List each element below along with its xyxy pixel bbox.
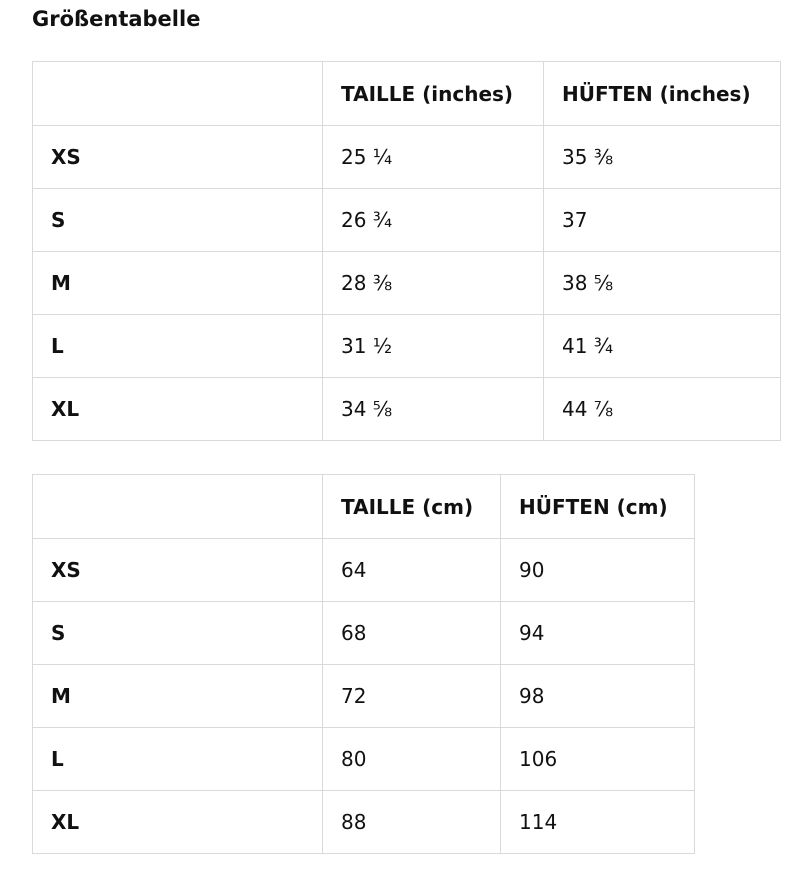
taille-value: 34 ⅝ — [323, 378, 544, 441]
size-table-inches — [32, 61, 781, 441]
taille-value: 80 — [323, 728, 501, 791]
size-label: L — [33, 315, 323, 378]
table-row — [33, 539, 695, 602]
page-title: Größentabelle — [32, 7, 201, 31]
table-row — [33, 602, 695, 665]
hueften-value: 94 — [501, 602, 695, 665]
table-row — [33, 791, 695, 854]
table-row — [33, 378, 781, 441]
hueften-value: 114 — [501, 791, 695, 854]
taille-value: 72 — [323, 665, 501, 728]
header-cell-empty — [33, 475, 323, 539]
header-cell-empty — [33, 62, 323, 126]
hueften-value: 35 ⅜ — [544, 126, 781, 189]
hueften-value: 90 — [501, 539, 695, 602]
header-cell-hueften: HÜFTEN (cm) — [501, 475, 695, 539]
header-cell-taille: TAILLE (inches) — [323, 62, 544, 126]
table-row — [33, 252, 781, 315]
size-label: S — [33, 602, 323, 665]
taille-value: 88 — [323, 791, 501, 854]
taille-value: 25 ¼ — [323, 126, 544, 189]
taille-value: 31 ½ — [323, 315, 544, 378]
size-label: M — [33, 665, 323, 728]
hueften-value: 38 ⅝ — [544, 252, 781, 315]
table-row — [33, 189, 781, 252]
table-header-row — [33, 475, 695, 539]
header-cell-hueften: HÜFTEN (inches) — [544, 62, 781, 126]
taille-value: 26 ¾ — [323, 189, 544, 252]
size-table-cm — [32, 474, 695, 854]
taille-value: 68 — [323, 602, 501, 665]
size-label: S — [33, 189, 323, 252]
size-label: XS — [33, 539, 323, 602]
hueften-value: 41 ¾ — [544, 315, 781, 378]
table-row — [33, 126, 781, 189]
size-label: L — [33, 728, 323, 791]
table-row — [33, 315, 781, 378]
taille-value: 28 ⅜ — [323, 252, 544, 315]
size-label: XL — [33, 378, 323, 441]
hueften-value: 98 — [501, 665, 695, 728]
size-label: XL — [33, 791, 323, 854]
header-cell-taille: TAILLE (cm) — [323, 475, 501, 539]
table-row — [33, 728, 695, 791]
size-label: XS — [33, 126, 323, 189]
table-row — [33, 665, 695, 728]
table-header-row — [33, 62, 781, 126]
hueften-value: 106 — [501, 728, 695, 791]
size-label: M — [33, 252, 323, 315]
hueften-value: 37 — [544, 189, 781, 252]
hueften-value: 44 ⅞ — [544, 378, 781, 441]
taille-value: 64 — [323, 539, 501, 602]
